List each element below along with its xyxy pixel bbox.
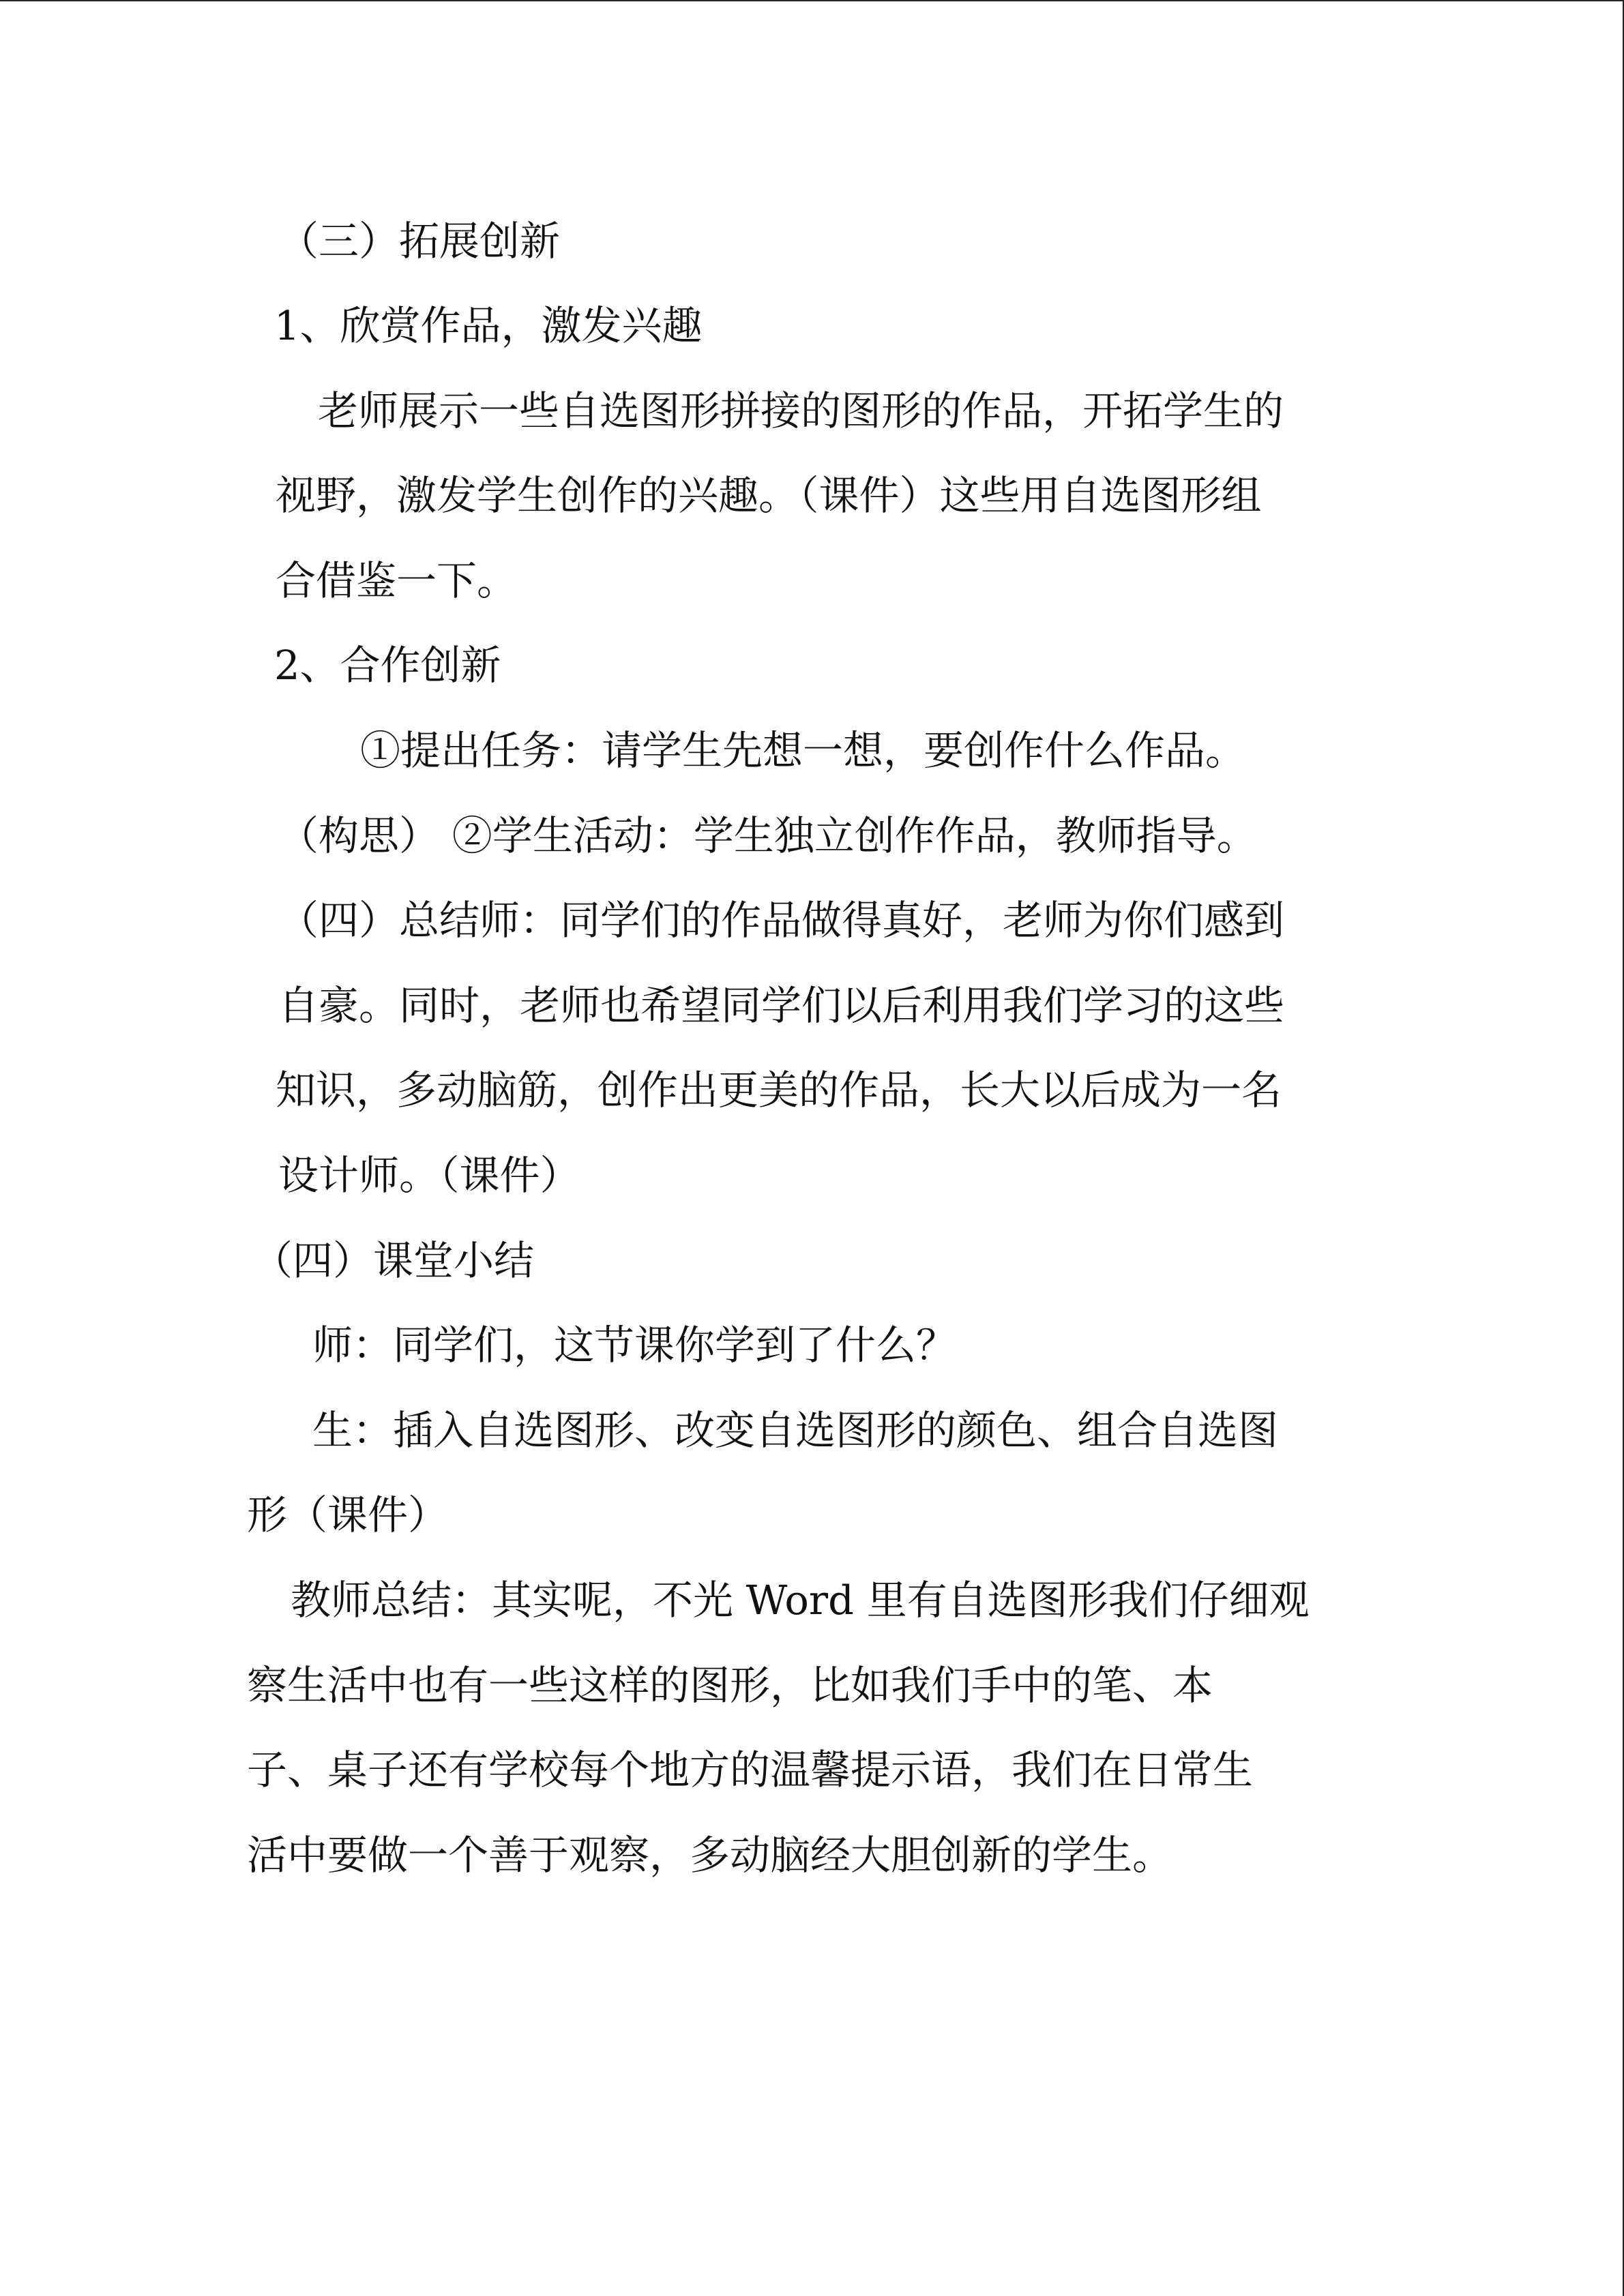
heading-expand-innovate: （三）拓展创新 — [278, 218, 561, 265]
paragraph-line: 视野，激发学生创作的兴趣。（课件）这些用自选图形组 — [276, 472, 1262, 519]
paragraph-line: 师：同学们，这节课你学到了什么？ — [312, 1322, 957, 1369]
subheading-appreciate-works: 1、欣赏作品，激发兴趣 — [274, 302, 703, 349]
paragraph-line: 活中要做一个善于观察，多动脑经大胆创新的学生。 — [247, 1832, 1173, 1879]
paragraph-line: 自豪。同时，老师也希望同学们以后利用我们学习的这些 — [278, 982, 1285, 1029]
paragraph-line: 设计师。（课件） — [278, 1152, 580, 1199]
paragraph-line: 生：插入自选图形、改变自选图形的颜色、组合自选图 — [312, 1407, 1279, 1454]
paragraph-line: 合借鉴一下。 — [276, 557, 518, 604]
paragraph-line: ①提出任务：请学生先想一想，要创作什么作品。 — [360, 727, 1246, 774]
paragraph-line: 知识，多动脑筋，创作出更美的作品，长大以后成为一名 — [276, 1067, 1282, 1114]
paragraph-line: （构思） ②学生活动：学生独立创作作品，教师指导。 — [278, 812, 1257, 859]
paragraph-line: 子、桌子还有学校每个地方的温馨提示语，我们在日常生 — [247, 1746, 1254, 1793]
paragraph-line: 察生活中也有一些这样的图形，比如我们手中的笔、本 — [247, 1662, 1213, 1709]
paragraph-line: （四）总结师：同学们的作品做得真好，老师为你们感到 — [278, 897, 1285, 944]
subheading-cooperative-innovation: 2、合作创新 — [274, 642, 501, 689]
paragraph-line: 教师总结：其实呢，不光 Word 里有自选图形我们仔细观 — [291, 1577, 1310, 1624]
heading-class-summary: （四）课堂小结 — [252, 1237, 535, 1284]
paragraph-line: 老师展示一些自选图形拼接的图形的作品，开拓学生的 — [318, 387, 1284, 434]
paragraph-line: 形（课件） — [247, 1491, 449, 1538]
